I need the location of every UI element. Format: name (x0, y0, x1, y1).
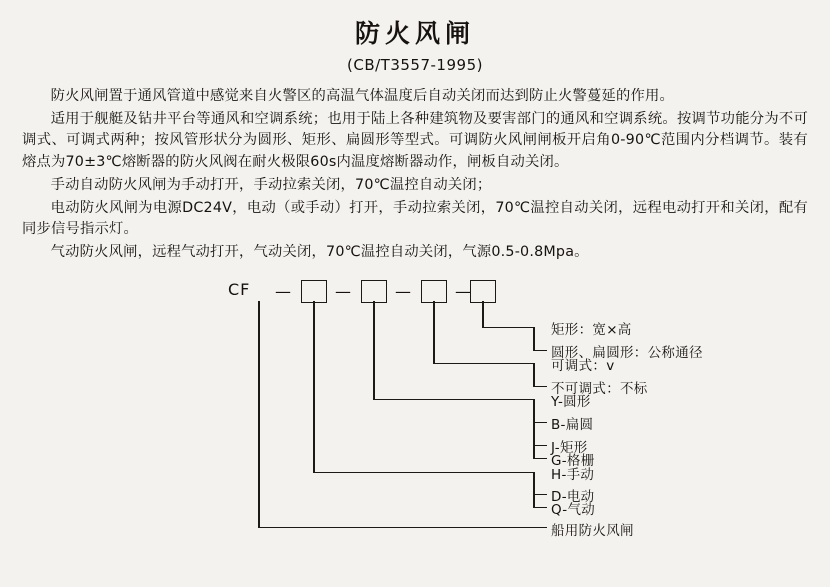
code-separator-2: — (335, 281, 351, 301)
leader-line-3-horiz (433, 363, 534, 365)
leader-line-cf-horiz (258, 527, 547, 529)
code-separator-3: — (395, 281, 411, 301)
leader-bracket-4 (533, 327, 535, 351)
paragraph-5: 气动防火风闸，远程气动打开，气动关闭，70℃温控自动关闭，气源0.5-0.8Mpa。 (50, 244, 589, 261)
diagram-label-5: Y-圆形 (551, 393, 591, 410)
leader-line-2-horiz (373, 399, 534, 401)
code-box-1 (301, 280, 327, 303)
leader-line-4-horiz (482, 327, 534, 329)
page-title: 防火风闸 (354, 19, 475, 48)
leader-line-2d-horiz (533, 458, 547, 460)
leader-bracket-3 (533, 363, 535, 387)
diagram-label-11: Q-气动 (551, 501, 596, 518)
code-box-2 (361, 280, 387, 303)
leader-line-1b-horiz (533, 494, 547, 496)
diagram-label-7: J-矩形 (551, 439, 588, 456)
diagram-label-6: B-扁圆 (551, 416, 594, 433)
paragraph-1: 防火风闸置于通风管道中感觉来自火警区的高温气体温度后自动关闭而达到防止火警蔓延的作用。 (50, 88, 674, 104)
leader-line-2c-horiz (533, 445, 547, 447)
body-text (22, 86, 808, 264)
leader-line-2b-horiz (533, 422, 547, 424)
leader-line-1-horiz (313, 472, 534, 474)
standard-number: (CB/T3557-1995) (347, 56, 483, 74)
model-code-diagram (22, 278, 808, 539)
leader-line-3-vert (433, 301, 435, 364)
code-row (22, 278, 808, 308)
diagram-label-4: 不可调式：不标 (551, 380, 648, 397)
code-prefix: CF (228, 279, 251, 299)
diagram-label-9: H-手动 (551, 466, 595, 483)
leader-bracket-2 (533, 399, 535, 459)
leader-line-3b-horiz (533, 386, 547, 388)
paragraph-4: 电动防火风闸为电源DC24V，电动（或手动）打开，手动拉索关闭，70℃温控自动关闭，远程电动打开和关闭，配有同步信号指示灯。 (22, 199, 808, 238)
diagram-label-3: 可调式：v (551, 357, 615, 374)
code-box-3 (421, 280, 447, 303)
paragraph-2: 适用于舰艇及钻井平台等通风和空调系统；也用于陆上各种建筑物及要害部门的通风和空调系统。按调节功能分为不可调式、可调式两种；按风管形状分为圆形、矩形、扁圆形等型式。可调防火风闸闸板开启角0-90℃范围内分档调节。装有熔点为70±3℃熔断器的防火风阀在耐火极限60s内温度熔断器动作，闸板自动关闭。 (22, 110, 808, 171)
diagram-label-8: G-格栅 (551, 452, 595, 469)
code-separator-4: — (455, 281, 471, 301)
leader-line-1c-horiz (533, 507, 547, 509)
diagram-label-2: 圆形、扁圆形：公称通径 (551, 344, 703, 361)
leader-line-4b-horiz (533, 350, 547, 352)
diagram-label-12: 船用防火风闸 (551, 522, 634, 539)
code-separator-1: — (275, 281, 291, 301)
leader-line-4-vert (482, 301, 484, 328)
code-box-4 (470, 280, 496, 303)
paragraph-3: 手动自动防火风闸为手动打开，手动拉索关闭，70℃温控自动关闭； (50, 176, 492, 193)
leader-line-cf-vert (258, 301, 260, 528)
diagram-label-10: D-电动 (551, 488, 595, 505)
diagram-label-1: 矩形：宽×高 (551, 321, 632, 338)
leader-line-1-vert (313, 301, 315, 473)
leader-bracket-1 (533, 472, 535, 508)
leader-line-2-vert (373, 301, 375, 400)
